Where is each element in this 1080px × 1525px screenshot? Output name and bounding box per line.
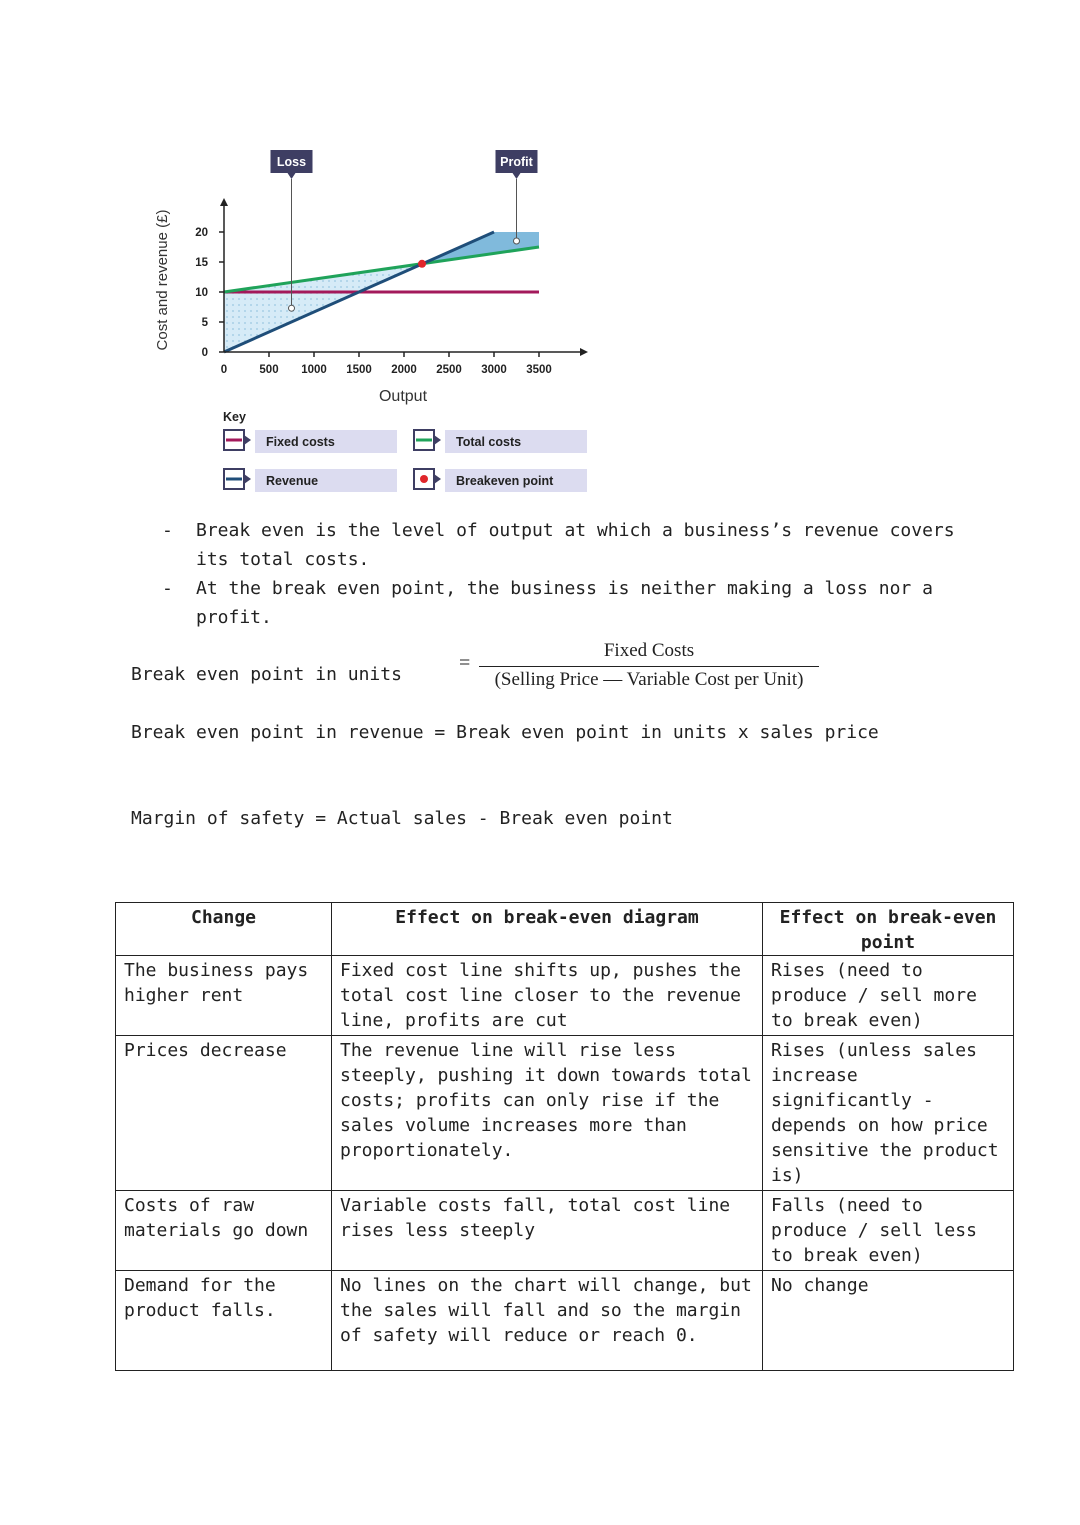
y-tick-label: 15: [195, 257, 208, 269]
key-fixed-costs-arrow: [244, 435, 251, 445]
cell-effect-diagram: No lines on the chart will change, but the sales will fall and so the margin of safety will reduce or reach 0.: [332, 1271, 763, 1371]
key-title: Key: [223, 410, 246, 424]
x-tick-label: 1500: [346, 364, 372, 376]
cell-effect-point: Falls (need to produce / sell less to break even): [763, 1191, 1014, 1271]
y-axis-arrow: [220, 198, 228, 206]
break-even-units-formula: [131, 640, 851, 694]
key-total-costs-arrow: [434, 435, 441, 445]
profit-callout-pointer: [513, 173, 521, 179]
formula-denominator: (Selling Price — Variable Cost per Unit): [494, 669, 804, 690]
y-tick-label: 5: [201, 317, 208, 329]
x-axis-label: Output: [378, 388, 428, 405]
key-revenue-label: Revenue: [266, 474, 319, 488]
bullet-item: [162, 516, 962, 574]
header-effect-point: Effect on break-even point: [763, 903, 1014, 956]
table-row: [116, 1191, 1014, 1271]
breakeven-point-marker: [418, 260, 426, 268]
cell-effect-point: Rises (need to produce / sell more to break even): [763, 956, 1014, 1036]
header-change: Change: [116, 903, 332, 956]
profit-callout-anchor: [514, 238, 520, 244]
bullet-text: At the break even point, the business is neither making a loss nor a profit.: [196, 578, 933, 628]
bullet-dash: -: [162, 520, 173, 541]
cell-effect-point: No change: [763, 1271, 1014, 1371]
cell-change: The business pays higher rent: [116, 956, 332, 1036]
x-tick-label: 2500: [436, 364, 462, 376]
formula-numerator: Fixed Costs: [479, 640, 819, 667]
x-tick-label: 3500: [526, 364, 552, 376]
x-tick-label: 1000: [301, 364, 327, 376]
table-row: [116, 956, 1014, 1036]
formula-fraction: [479, 640, 819, 691]
y-tick-label: 0: [201, 347, 208, 359]
total-costs-line: [224, 247, 539, 292]
effects-table: [115, 902, 1014, 1371]
x-tick-label: 3000: [481, 364, 507, 376]
table-header-row: [116, 903, 1014, 956]
definition-bullets: [162, 516, 962, 632]
loss-callout-label: Loss: [276, 155, 307, 169]
margin-of-safety-formula: Margin of safety = Actual sales - Break even point: [131, 808, 673, 829]
cell-change: Demand for the product falls.: [116, 1271, 332, 1371]
cell-effect-diagram: Fixed cost line shifts up, pushes the total cost line closer to the revenue line, profits are cut: [332, 956, 763, 1036]
bullet-dash: -: [162, 578, 173, 599]
key-breakeven-point-label: Breakeven point: [456, 474, 554, 488]
cell-change: Prices decrease: [116, 1036, 332, 1191]
bullet-text: Break even is the level of output at which a business’s revenue covers its total costs.: [196, 520, 955, 570]
loss-callout-anchor: [289, 305, 295, 311]
x-tick-label: 500: [259, 364, 279, 376]
table-row: [116, 1036, 1014, 1191]
formula-label: Break even point in units: [131, 664, 402, 685]
y-tick-label: 20: [195, 227, 208, 239]
cell-effect-diagram: Variable costs fall, total cost line rises less steeply: [332, 1191, 763, 1271]
cell-effect-point: Rises (unless sales increase significantly - depends on how price sensitive the product is): [763, 1036, 1014, 1191]
cell-effect-diagram: The revenue line will rise less steeply, pushing it down towards total costs; profits can only rise if the sales volume increases more than proportionately.: [332, 1036, 763, 1191]
y-axis-label: Cost and revenue (£): [154, 209, 171, 351]
y-tick-label: 10: [195, 287, 208, 299]
profit-callout-label: Profit: [500, 155, 533, 169]
key-breakeven-point-swatch: [420, 475, 428, 483]
x-tick-label: 2000: [391, 364, 417, 376]
x-axis-arrow: [580, 348, 588, 356]
formula-equals: =: [459, 652, 471, 674]
table-row: [116, 1271, 1014, 1371]
key-breakeven-point-arrow: [434, 474, 441, 484]
header-effect-diagram: Effect on break-even diagram: [332, 903, 763, 956]
bullet-item: [162, 574, 962, 632]
loss-callout-pointer: [288, 173, 296, 179]
x-tick-label: 0: [220, 364, 228, 376]
break-even-chart: [140, 140, 600, 500]
cell-change: Costs of raw materials go down: [116, 1191, 332, 1271]
key-revenue-arrow: [244, 474, 251, 484]
key-total-costs-label: Total costs: [456, 435, 522, 449]
break-even-revenue-formula: Break even point in revenue = Break even point in units x sales price: [131, 722, 879, 743]
key-fixed-costs-label: Fixed costs: [266, 435, 335, 449]
